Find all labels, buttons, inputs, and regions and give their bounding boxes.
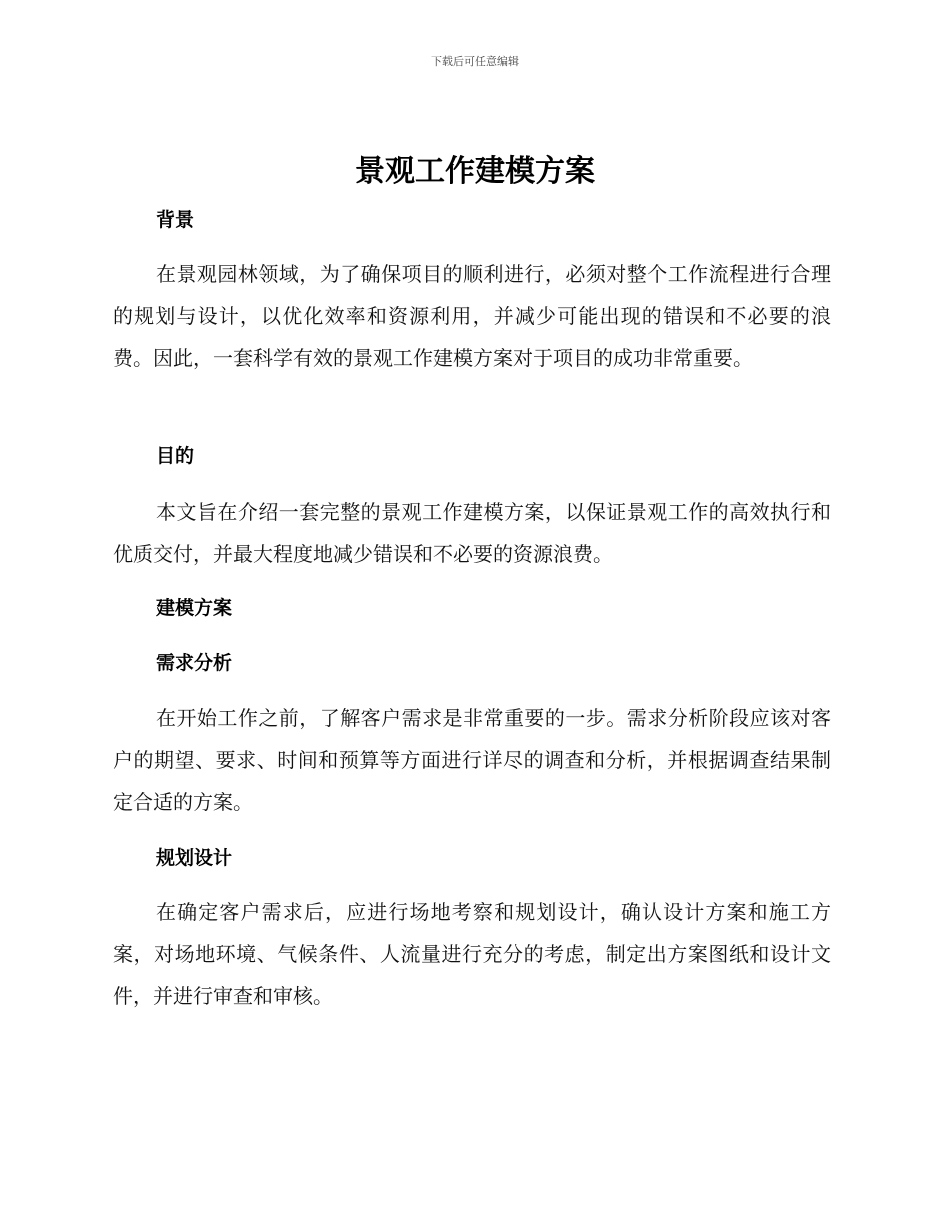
section-heading-modeling-plan: 建模方案 [156, 597, 233, 619]
page-header-note: 下载后可任意编辑 [431, 55, 519, 68]
document-title: 景观工作建模方案 [355, 154, 595, 189]
section-heading-planning: 规划设计 [156, 847, 233, 869]
paragraph-purpose: 本文旨在介绍一套完整的景观工作建模方案，以保证景观工作的高效执行和优质交付，并最大程度地减少错误和不必要的资源浪费。 [113, 500, 831, 566]
paragraph-requirements: 在开始工作之前，了解客户需求是非常重要的一步。需求分析阶段应该对客户的期望、要求、时间和预算等方面进行详尽的调查和分析，并根据调查结果制定合适的方案。 [113, 706, 831, 814]
section-heading-background: 背景 [156, 209, 195, 231]
paragraph-planning: 在确定客户需求后，应进行场地考察和规划设计，确认设计方案和施工方案，对场地环境、气候条件、人流量进行充分的考虑，制定出方案图纸和设计文件，并进行审查和审核。 [113, 900, 831, 1008]
section-heading-purpose: 目的 [156, 445, 195, 467]
paragraph-background: 在景观园林领域，为了确保项目的顺利进行，必须对整个工作流程进行合理的规划与设计，以优化效率和资源利用，并减少可能出现的错误和不必要的浪费。因此，一套科学有效的景观工作建模方案对于项目的成功非常重要。 [113, 262, 831, 370]
section-heading-requirements: 需求分析 [156, 652, 233, 674]
